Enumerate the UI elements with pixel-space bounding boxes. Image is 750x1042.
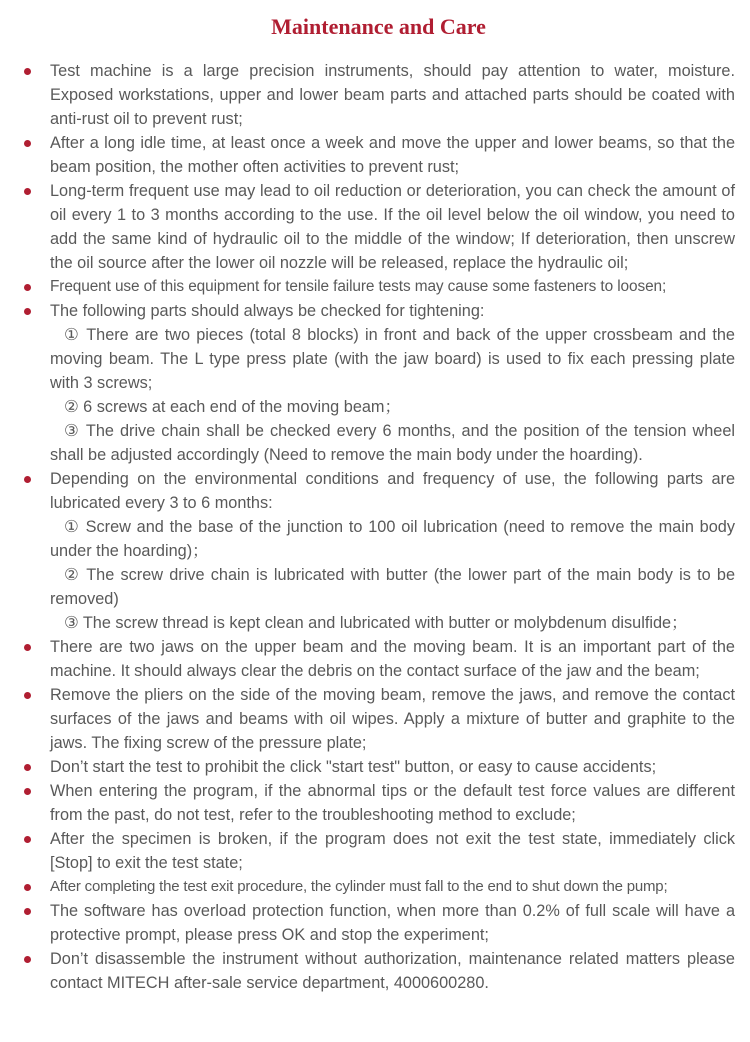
- item-paragraph: Test machine is a large precision instruments, should pay attention to water, moisture. Exposed workstations, upper and lower beam parts and attached parts should be coated with anti-rust oil to prevent rust;: [50, 62, 735, 128]
- item-paragraph: After completing the test exit procedure, the cylinder must fall to the end to shut down the pump;: [50, 878, 668, 895]
- list-item: [22, 899, 735, 947]
- item-paragraph: There are two jaws on the upper beam and the moving beam. It is an important part of the machine. It should always clear the debris on the contact surface of the jaw and the beam;: [50, 638, 735, 680]
- sub-paragraph: ② 6 screws at each end of the moving beam；: [64, 398, 401, 416]
- item-paragraph: Don’t start the test to prohibit the click "start test" button, or easy to cause accidents;: [50, 758, 657, 776]
- bullet-icon: [24, 284, 31, 291]
- item-paragraph: When entering the program, if the abnormal tips or the default test force values are different from the past, do not test, refer to the troubleshooting method to exclude;: [50, 782, 735, 824]
- bullet-icon: [24, 644, 31, 651]
- list-item: [22, 59, 735, 131]
- list-item: [22, 947, 735, 995]
- bullet-icon: [24, 884, 31, 891]
- bullet-icon: [24, 188, 31, 195]
- list-item: [22, 755, 735, 779]
- item-paragraph: After the specimen is broken, if the program does not exit the test state, immediately click [Stop] to exit the test state;: [50, 830, 735, 872]
- item-paragraph: The following parts should always be checked for tightening:: [50, 302, 485, 320]
- list-item: [22, 131, 735, 179]
- item-paragraph: Depending on the environmental conditions and frequency of use, the following parts are lubricated every 3 to 6 months:: [50, 470, 735, 512]
- item-paragraph: Don’t disassemble the instrument without authorization, maintenance related matters please contact MITECH after-sale service department, 4000600280.: [50, 950, 735, 992]
- page-title: Maintenance and Care: [271, 14, 486, 39]
- item-paragraph: Long-term frequent use may lead to oil reduction or deterioration, you can check the amount of oil every 1 to 3 months according to the use. If the oil level below the oil window, you need to add the same kind of hydraulic oil to the middle of the window; If deterioration, then unscrew the oil source after the lower oil nozzle will be released, replace the hydraulic oil;: [50, 182, 735, 272]
- bullet-icon: [24, 956, 31, 963]
- bullet-icon: [24, 908, 31, 915]
- list-item: [22, 827, 735, 875]
- sub-paragraph: ③ The screw thread is kept clean and lubricated with butter or molybdenum disulfide；: [64, 614, 688, 632]
- bullet-icon: [24, 692, 31, 699]
- item-paragraph: The software has overload protection function, when more than 0.2% of full scale will have a protective prompt, please press OK and stop the experiment;: [50, 902, 735, 944]
- list-item: [22, 467, 735, 635]
- sub-paragraph: ② The screw drive chain is lubricated with butter (the lower part of the main body is to be removed): [50, 566, 735, 608]
- list-item: [22, 275, 735, 299]
- bullet-list: [22, 59, 735, 995]
- bullet-icon: [24, 836, 31, 843]
- list-item: [22, 683, 735, 755]
- list-item: [22, 635, 735, 683]
- sub-paragraph: ① Screw and the base of the junction to 100 oil lubrication (need to remove the main body under the hoarding)；: [50, 518, 735, 560]
- sub-paragraph: ① There are two pieces (total 8 blocks) in front and back of the upper crossbeam and the moving beam. The L type press plate (with the jaw board) is used to fix each pressing plate with 3 screws;: [50, 326, 735, 392]
- item-paragraph: After a long idle time, at least once a week and move the upper and lower beams, so that the beam position, the mother often activities to prevent rust;: [50, 134, 735, 176]
- bullet-icon: [24, 476, 31, 483]
- item-paragraph: Frequent use of this equipment for tensile failure tests may cause some fasteners to loosen;: [50, 278, 667, 295]
- bullet-icon: [24, 764, 31, 771]
- list-item: [22, 875, 735, 899]
- item-paragraph: Remove the pliers on the side of the moving beam, remove the jaws, and remove the contact surfaces of the jaws and beams with oil wipes. Apply a mixture of butter and graphite to the jaws. The fixing screw of the pressure plate;: [50, 686, 735, 752]
- sub-paragraph: ③ The drive chain shall be checked every 6 months, and the position of the tension wheel shall be adjusted accordingly (Need to remove the main body under the hoarding).: [50, 422, 735, 464]
- bullet-icon: [24, 308, 31, 315]
- bullet-icon: [24, 788, 31, 795]
- bullet-icon: [24, 140, 31, 147]
- list-item: [22, 179, 735, 275]
- list-item: [22, 779, 735, 827]
- bullet-icon: [24, 68, 31, 75]
- list-item: [22, 299, 735, 467]
